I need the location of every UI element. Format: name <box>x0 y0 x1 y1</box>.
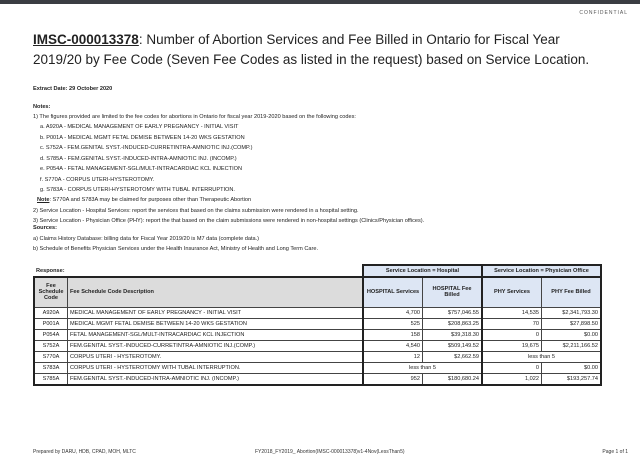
cell-hospital-fee: $509,149.52 <box>423 340 483 351</box>
header-code: Fee Schedule Code <box>34 277 68 307</box>
cell-phy-services: 0 <box>482 362 542 373</box>
code-item: b. P001A - MEDICAL MGMT FETAL DEMISE BETWEEN 14-20 WKS GESTATION <box>40 134 245 141</box>
cell-hospital-services: 12 <box>363 351 423 362</box>
table-row <box>34 351 601 362</box>
cell-hospital-services: 952 <box>363 373 423 385</box>
cell-code: P001A <box>34 318 68 329</box>
notes-heading: Notes: <box>33 104 51 110</box>
cell-phy-services: 19,675 <box>482 340 542 351</box>
notes-item-2: 2) Service Location - Hospital Services: report the services that based on the claims submission were rendered in a hospital setting. <box>33 207 359 214</box>
extract-date: Extract Date: 29 October 2020 <box>33 86 113 92</box>
code-item: g. S783A - CORPUS UTERI-HYSTEROTOMY WITH TUBAL INTERRUPTION. <box>40 187 235 193</box>
table-row <box>34 318 601 329</box>
cell-hospital-services: 525 <box>363 318 423 329</box>
code-item: e. P054A - FETAL MANAGEMENT-SGL/MULT-INTRACARDIAC KCL INJECTION <box>40 166 243 172</box>
header-phy-services: PHY Services <box>482 277 542 307</box>
cell-code: P054A <box>34 329 68 340</box>
page-title <box>33 30 603 70</box>
cell-phy-services: 14,535 <box>482 307 542 318</box>
cell-hospital-fee: $757,046.55 <box>423 307 483 318</box>
footer-page: Page 1 of 1 <box>602 449 628 455</box>
cell-phy-services: less than 5 <box>482 351 601 362</box>
cell-phy-fee: $2,341,793.30 <box>542 307 602 318</box>
code-item: a. A920A - MEDICAL MANAGEMENT OF EARLY PREGNANCY - INITIAL VISIT <box>40 124 239 130</box>
code-item: f. S770A - CORPUS UTERI-HYSTEROTOMY. <box>40 176 155 183</box>
header-phy-fee: PHY Fee Billed <box>542 277 602 307</box>
cell-hospital-services: 4,540 <box>363 340 423 351</box>
note-label: Note <box>37 197 50 203</box>
header-hospital-fee: HOSPITAL Fee Billed <box>423 277 483 307</box>
cell-phy-fee: $27,898.50 <box>542 318 602 329</box>
cell-code: S770A <box>34 351 68 362</box>
sources-heading: Sources: <box>33 225 57 231</box>
notes-item-3: 3) Service Location - Physician Office (PHY): report the that based on the claim submissions were rendered in non-hospital settings (Clinics/Physician offices). <box>33 218 425 224</box>
cell-phy-services: 1,022 <box>482 373 542 385</box>
footer-prepared-by: Prepared by DARU, HDB, CPAD, MOH, MLTC <box>33 449 136 455</box>
cell-phy-services: 0 <box>482 329 542 340</box>
header-description: Fee Schedule Code Description <box>68 277 364 307</box>
cell-description: MEDICAL MANAGEMENT OF EARLY PREGNANCY - INITIAL VISIT <box>68 307 364 318</box>
table-row <box>34 340 601 351</box>
response-label: Response: <box>34 265 363 277</box>
cell-code: A920A <box>34 307 68 318</box>
cell-phy-services: 70 <box>482 318 542 329</box>
cell-code: S752A <box>34 340 68 351</box>
table-row <box>34 362 601 373</box>
table-row <box>34 373 601 385</box>
cell-hospital-fee: $180,680.24 <box>423 373 483 385</box>
header-hospital-services: HOSPITAL Services <box>363 277 423 307</box>
code-item: d. S785A - FEM.GENITAL SYST.-INDUCED-INTRA-AMNIOTIC INJ. (INCOMP.) <box>40 155 237 162</box>
request-id: IMSC-000013378 <box>33 32 139 47</box>
code-item: c. S752A - FEM.GENITAL SYST.-INDUCED-CURRETINTRA-AMNIOTIC INJ.(COMP.) <box>40 145 253 151</box>
cell-description: CORPUS UTERI - HYSTEROTOMY. <box>68 351 364 362</box>
cell-description: FEM.GENITAL SYST.-INDUCED-INTRA-AMNIOTIC INJ. (INCOMP.) <box>68 373 364 385</box>
cell-description: FEM.GENITAL SYST.-INDUCED-CURRETINTRA-AMNIOTIC INJ.(COMP.) <box>68 340 364 351</box>
source-a: a) Claims History Database: billing data for Fiscal Year 2019/20 is M7 data (complete data.) <box>33 236 260 242</box>
cell-hospital-services: less than 5 <box>363 362 482 373</box>
cell-description: MEDICAL MGMT FETAL DEMISE BETWEEN 14-20 WKS GESTATION <box>68 318 364 329</box>
cell-hospital-fee: $2,662.59 <box>423 351 483 362</box>
footer-filename: FY2018_FY2019_ Abortion(IMSC-000013378)v1-4Nov(LessThan5) <box>255 449 405 455</box>
cell-code: S783A <box>34 362 68 373</box>
note-text: : S770A and S783A may be claimed for purposes other than Therapeutic Abortion <box>49 197 252 203</box>
cell-hospital-fee: $39,318.30 <box>423 329 483 340</box>
response-table <box>33 264 602 386</box>
note-line <box>37 197 251 203</box>
group-hospital: Service Location = Hospital <box>363 265 482 277</box>
cell-phy-fee: $193,257.74 <box>542 373 602 385</box>
notes-intro: 1) The figures provided are limited to the fee codes for abortions in Ontario for fiscal year 2019-2020 based on the following codes: <box>33 114 356 120</box>
cell-code: S785A <box>34 373 68 385</box>
cell-phy-fee: $0.00 <box>542 329 602 340</box>
table-row <box>34 307 601 318</box>
group-phy: Service Location = Physician Office <box>482 265 601 277</box>
cell-description: FETAL MANAGEMENT-SGL/MULT-INTRACARDIAC KCL INJECTION <box>68 329 364 340</box>
title-text: : Number of Abortion Services and Fee Billed in Ontario for Fiscal Year 2019/20 by Fee Code (Seven Fee Codes as listed in the request) based on Service Location. <box>33 32 590 67</box>
cell-phy-fee: $0.00 <box>542 362 602 373</box>
cell-hospital-services: 4,700 <box>363 307 423 318</box>
source-b: b) Schedule of Benefits Physician Services under the Health Insurance Act, Ministry of Health and Long Term Care. <box>33 246 319 252</box>
table-row <box>34 329 601 340</box>
confidential-label: CONFIDENTIAL <box>579 10 628 16</box>
cell-phy-fee: $2,211,166.52 <box>542 340 602 351</box>
cell-hospital-fee: $208,863.25 <box>423 318 483 329</box>
cell-description: CORPUS UTERI - HYSTEROTOMY WITH TUBAL INTERRUPTION. <box>68 362 364 373</box>
cell-hospital-services: 158 <box>363 329 423 340</box>
top-bar <box>0 0 640 4</box>
